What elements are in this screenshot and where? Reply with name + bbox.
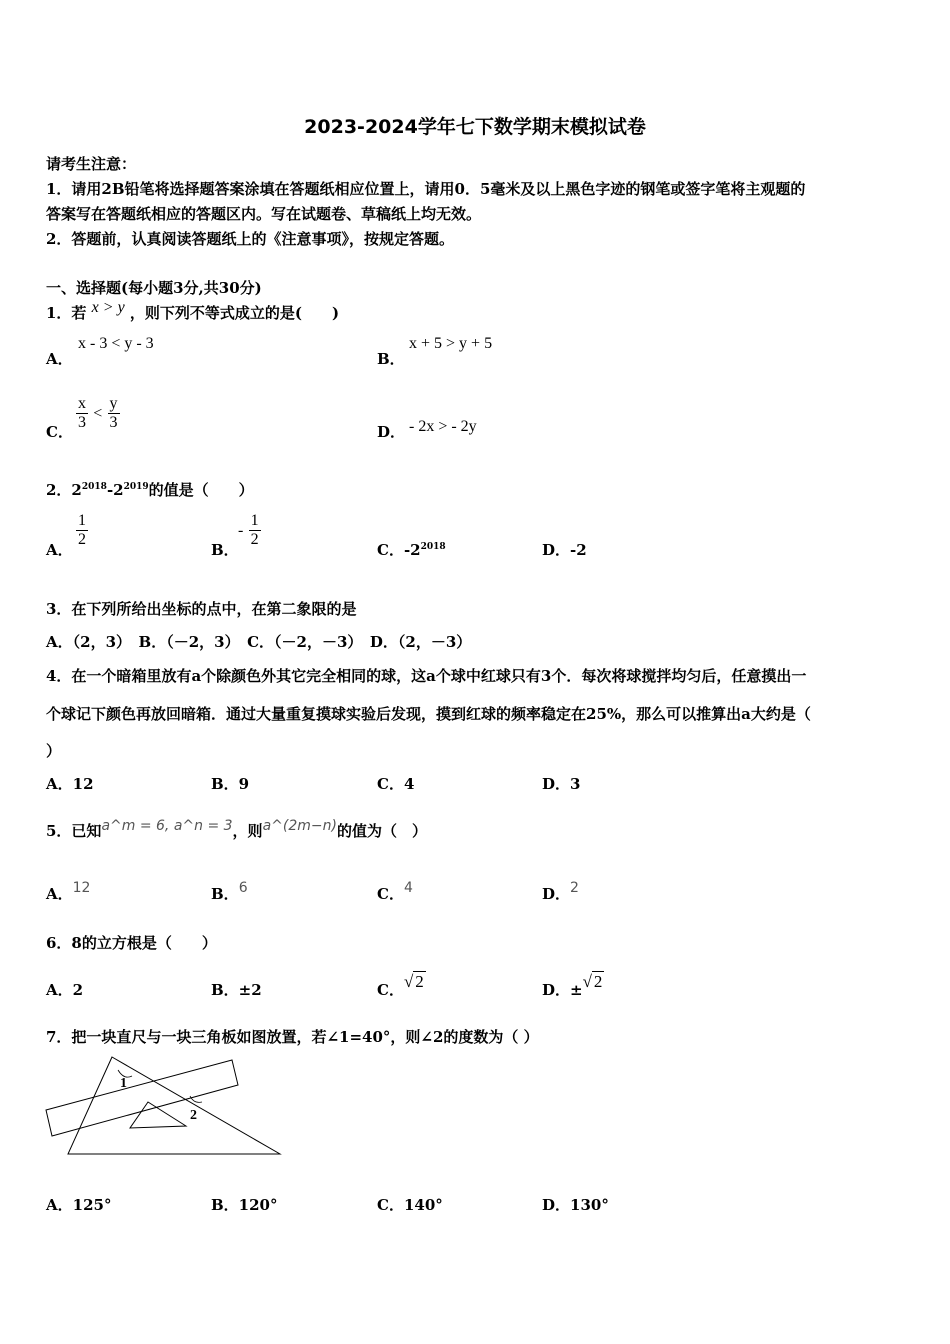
question-2: 2．$2^{2018}-2^{2019}$的值是（ ） — [46, 481, 254, 499]
q1-option-a-label: A． — [46, 350, 73, 368]
q1-condition: x > y — [91, 299, 125, 316]
notice-line-3: 2．答题前，认真阅读答题纸上的《注意事项》，按规定答题。 — [46, 230, 454, 248]
q4-option-c: C．4 — [377, 775, 415, 793]
notice-heading: 请考生注意： — [46, 155, 137, 173]
notice-line-2: 答案写在答题纸相应的答题区内。写在试题卷、草稿纸上均无效。 — [46, 205, 482, 223]
page-title: 2023-2024学年七下数学期末模拟试卷 — [304, 116, 646, 138]
inner-triangle — [130, 1102, 186, 1128]
notice-line-1: 1．请用2B铅笔将选择题答案涂填在答题纸相应位置上，请用0．5毫米及以上黑色字迹的钢笔或签字笔将主观题的 — [46, 180, 806, 198]
q2-option-b-label: B． — [211, 541, 239, 559]
q4-option-d: D．3 — [542, 775, 581, 793]
q7-option-c: C．140° — [377, 1196, 443, 1214]
q1-option-a: x - 3 < y - 3 — [78, 335, 154, 352]
q1-option-c — [76, 395, 120, 433]
q2-option-c: C．$-2^{2018}$ — [377, 541, 446, 559]
q1-option-b-label: B． — [377, 350, 405, 368]
question-4-line-1: 4．在一个暗箱里放有a个除颜色外其它完全相同的球，这a个球中红球只有3个．每次将球搅拌均匀后，任意摸出一 — [46, 667, 807, 685]
q1-c-fraction-y: $\frac{y}{3}$ — [109, 395, 118, 432]
question-7: 7．把一块直尺与一块三角板如图放置，若∠1=40°，则∠2的度数为（ ） — [46, 1028, 539, 1046]
q7-option-b: B．120° — [211, 1196, 278, 1214]
q6-option-c: C．√ 2 — [377, 972, 424, 999]
q6-option-a: A．2 — [46, 981, 84, 999]
question-3: 3．在下列所给出坐标的点中，在第二象限的是 — [46, 600, 357, 618]
q1-option-d-label: D． — [377, 423, 406, 441]
q7-figure — [40, 1052, 290, 1162]
question-4-line-3: ） — [46, 742, 62, 760]
q5-option-d: D．2 — [542, 880, 579, 903]
question-4-line-2: 个球记下颜色再放回暗箱．通过大量重复摸球实验后发现，摸到红球的频率稳定在25%，那么可以推算出a大约是（ — [46, 705, 811, 723]
q5-expression: a^(2m−n) — [262, 818, 337, 834]
q1-suffix: ，则下列不等式成立的是( ) — [129, 304, 340, 322]
q5-option-c: C．4 — [377, 880, 413, 903]
question-6: 6．8的立方根是（ ） — [46, 934, 217, 952]
q1-prefix: 1．若 — [46, 304, 87, 322]
ruler-outline — [46, 1060, 238, 1136]
angle-label-2: 2 — [190, 1108, 197, 1123]
q1-option-d: - 2x > - 2y — [409, 418, 477, 435]
q1-option-b: x + 5 > y + 5 — [409, 335, 493, 352]
q1-c-operator: < — [93, 404, 103, 422]
q4-option-b: B．9 — [211, 775, 250, 793]
q7-option-a: A．125° — [46, 1196, 112, 1214]
q5-option-a: A．12 — [46, 880, 91, 903]
q6-option-b: B．±2 — [211, 981, 262, 999]
question-1 — [46, 299, 340, 323]
q2-option-b: - $\frac{1}{2}$ — [238, 512, 259, 549]
q5-condition: a^m = 6, a^n = 3 — [101, 818, 233, 834]
q6-option-d: D．±√ 2 — [542, 972, 603, 999]
section-heading: 一、选择题(每小题3分,共30分) — [46, 279, 262, 297]
q4-option-a: A．12 — [46, 775, 94, 793]
q5-option-b: B．6 — [211, 880, 248, 903]
q3-options: A．（2，3） B．（－2，3） C．（－2，－3） D．（2，－3） — [46, 633, 472, 651]
q2-option-a: $\frac{1}{2}$ — [78, 512, 86, 549]
q2-option-a-label: A． — [46, 541, 73, 559]
angle-label-1: 1 — [120, 1076, 127, 1091]
question-5: 5．已知a^m = 6, a^n = 3，则a^(2m−n)的值为（ ） — [46, 818, 427, 840]
q1-option-c-label: C． — [46, 423, 73, 441]
q2-option-d: D．-2 — [542, 541, 587, 559]
q1-c-fraction-x: $\frac{x}{3}$ — [78, 395, 86, 432]
q7-option-d: D．130° — [542, 1196, 609, 1214]
triangle-outline — [68, 1057, 280, 1154]
